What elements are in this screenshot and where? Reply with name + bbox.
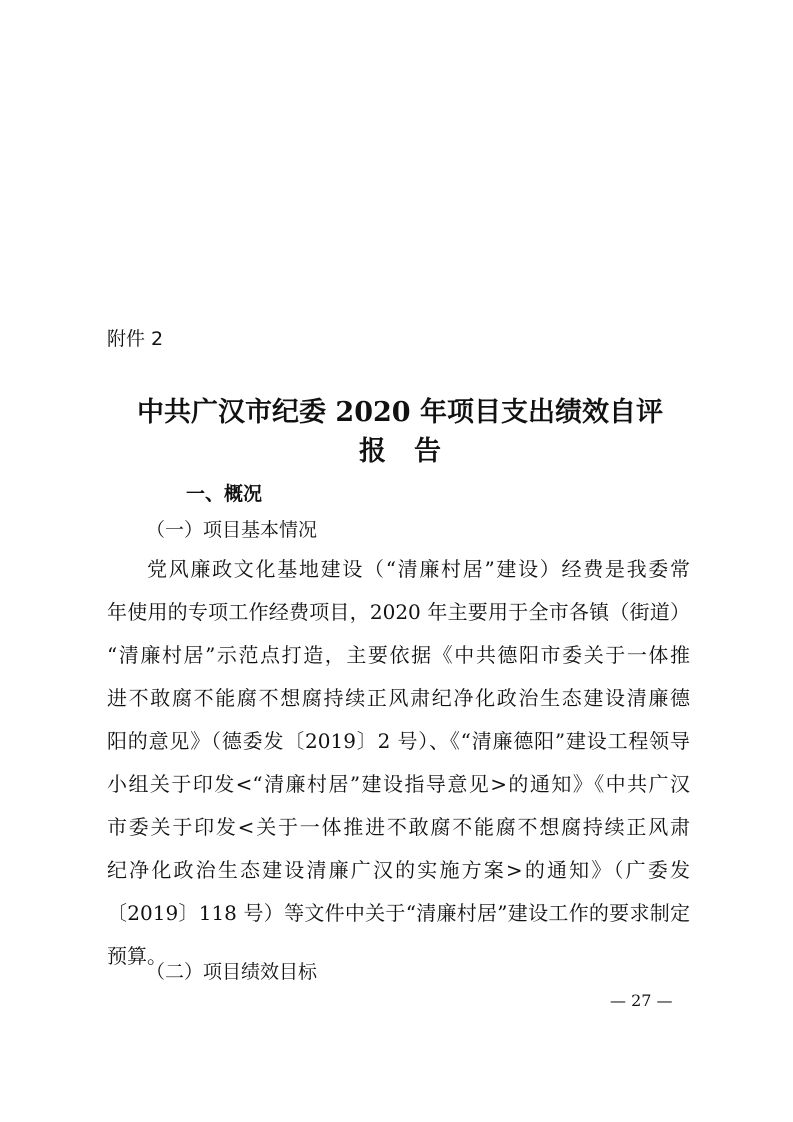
paragraph-line: 小组关于印发<“清廉村居”建设指导意见>的通知》《中共广汉 bbox=[107, 772, 690, 796]
paragraph-line: 年使用的专项工作经费项目，2020 年主要用于全市各镇（街道） bbox=[107, 600, 690, 624]
document-title-line-1: 中共广汉市纪委 2020 年项目支出绩效自评 bbox=[137, 397, 663, 428]
section-heading-overview: 一、概况 bbox=[186, 483, 263, 505]
paragraph-line: “清廉村居”示范点打造，主要依据《中共德阳市委关于一体推 bbox=[107, 643, 690, 667]
paragraph-line: 〔2019〕118 号）等文件中关于“清廉村居”建设工作的要求制定 bbox=[107, 901, 690, 925]
paragraph-line: 纪净化政治生态建设清廉广汉的实施方案>的通知》（广委发 bbox=[107, 858, 690, 882]
body-paragraph bbox=[107, 554, 690, 984]
document-title-line-2: 报告 bbox=[359, 436, 469, 467]
subsection-heading-basic-info: （一）项目基本情况 bbox=[146, 519, 318, 541]
paragraph-line: 进不敢腐不能腐不想腐持续正风肃纪净化政治生态建设清廉德 bbox=[107, 686, 690, 710]
paragraph-line: 市委关于印发<关于一体推进不敢腐不能腐不想腐持续正风肃 bbox=[107, 815, 690, 839]
paragraph-line: 阳的意见》（德委发〔2019〕2 号）、《“清廉德阳”建设工程领导 bbox=[107, 729, 690, 753]
page-number: — 27 — bbox=[610, 991, 673, 1010]
paragraph-line: 预算。 bbox=[107, 944, 167, 968]
paragraph-line: 党风廉政文化基地建设（“清廉村居”建设）经费是我委常 bbox=[147, 557, 690, 581]
subsection-heading-performance-goals: （二）项目绩效目标 bbox=[146, 961, 318, 983]
attachment-label: 附件 2 bbox=[107, 328, 164, 350]
